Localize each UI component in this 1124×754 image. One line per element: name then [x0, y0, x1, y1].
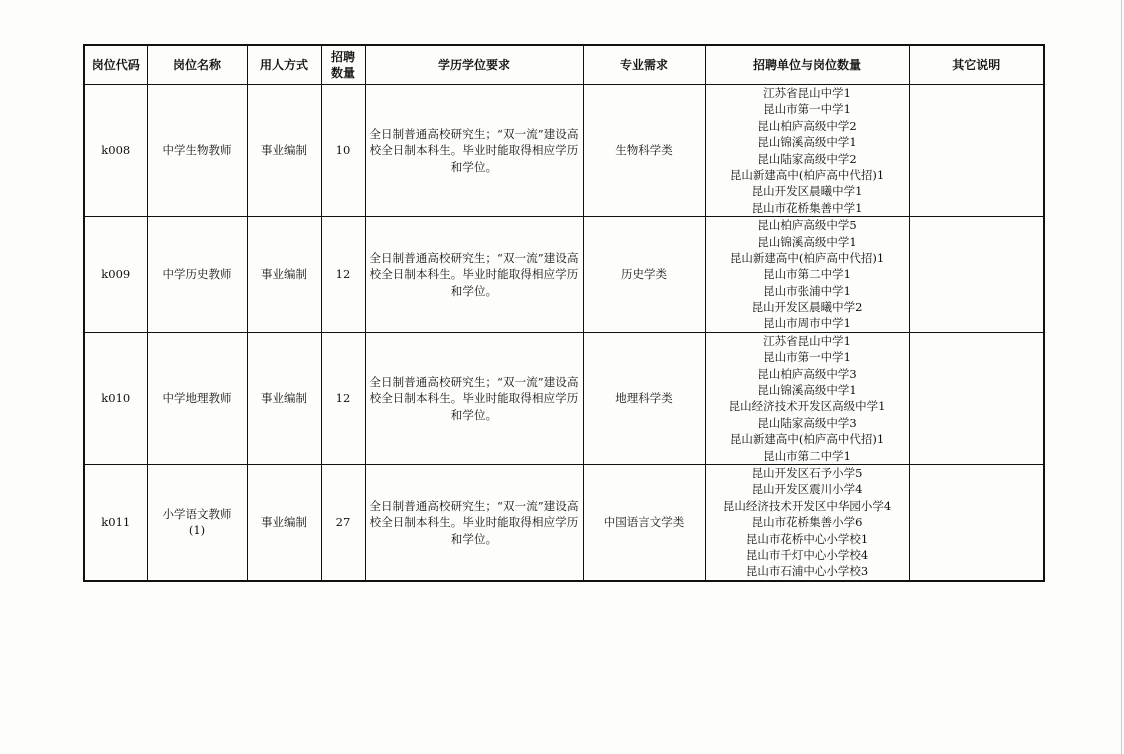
cell-major: 历史学类 — [583, 217, 705, 333]
cell-code: k008 — [84, 85, 147, 217]
cell-education: 全日制普通高校研究生；“双一流”建设高校全日制本科生。毕业时能取得相应学历和学位。 — [365, 464, 583, 580]
header-code: 岗位代码 — [84, 45, 147, 85]
unit-line: 昆山开发区晨曦中学2 — [751, 300, 863, 315]
cell-name-line2: (1) — [188, 523, 206, 538]
header-count-line1: 招聘 — [330, 50, 355, 64]
header-row — [84, 45, 1044, 85]
header-notes: 其它说明 — [909, 45, 1044, 85]
cell-name: 中学生物教师 — [147, 85, 247, 217]
unit-line: 昆山柏庐高级中学5 — [757, 218, 857, 233]
cell-name: 中学地理教师 — [147, 332, 247, 464]
cell-units — [705, 332, 909, 464]
cell-count: 27 — [321, 464, 365, 580]
cell-units — [705, 217, 909, 333]
unit-line: 昆山经济技术开发区中华园小学4 — [722, 498, 892, 513]
unit-line: 昆山开发区石予小学5 — [751, 465, 863, 480]
cell-code: k010 — [84, 332, 147, 464]
table-row — [84, 464, 1044, 580]
cell-name: 中学历史教师 — [147, 217, 247, 333]
cell-notes — [909, 85, 1044, 217]
unit-line: 昆山市千灯中心小学校4 — [745, 547, 869, 562]
header-count — [321, 45, 365, 85]
header-major: 专业需求 — [583, 45, 705, 85]
header-education: 学历学位要求 — [365, 45, 583, 85]
unit-line: 昆山市花桥中心小学校1 — [745, 531, 869, 546]
unit-line: 昆山新建高中(柏庐高中代招)1 — [729, 432, 885, 447]
header-count-line2: 数量 — [330, 66, 355, 80]
cell-code: k009 — [84, 217, 147, 333]
unit-line: 昆山柏庐高级中学2 — [757, 118, 857, 133]
cell-count: 12 — [321, 217, 365, 333]
cell-education: 全日制普通高校研究生；“双一流”建设高校全日制本科生。毕业时能取得相应学历和学位。 — [365, 85, 583, 217]
cell-name — [147, 464, 247, 580]
unit-line: 昆山市第一中学1 — [763, 102, 851, 117]
unit-line: 昆山市第二中学1 — [763, 267, 851, 282]
unit-line: 昆山市花桥集善小学6 — [751, 515, 863, 530]
cell-notes — [909, 332, 1044, 464]
cell-employment: 事业编制 — [247, 85, 321, 217]
header-units: 招聘单位与岗位数量 — [705, 45, 909, 85]
cell-employment: 事业编制 — [247, 464, 321, 580]
unit-line: 昆山柏庐高级中学3 — [757, 366, 857, 381]
unit-line: 昆山市张浦中学1 — [763, 283, 851, 298]
header-name: 岗位名称 — [147, 45, 247, 85]
cell-education: 全日制普通高校研究生；“双一流”建设高校全日制本科生。毕业时能取得相应学历和学位。 — [365, 332, 583, 464]
cell-count: 10 — [321, 85, 365, 217]
cell-notes — [909, 217, 1044, 333]
cell-major: 地理科学类 — [583, 332, 705, 464]
cell-notes — [909, 464, 1044, 580]
recruitment-table — [83, 44, 1045, 582]
unit-line: 江苏省昆山中学1 — [763, 86, 851, 100]
cell-employment: 事业编制 — [247, 217, 321, 333]
table-row — [84, 85, 1044, 217]
unit-line: 昆山新建高中(柏庐高中代招)1 — [729, 167, 885, 182]
unit-line: 昆山市周市中学1 — [763, 316, 851, 331]
unit-line: 昆山市石浦中心小学校3 — [745, 564, 869, 579]
unit-line: 昆山市第一中学1 — [763, 350, 851, 365]
table-row — [84, 217, 1044, 333]
unit-line: 江苏省昆山中学1 — [763, 333, 851, 348]
cell-code: k011 — [84, 464, 147, 580]
table-row — [84, 332, 1044, 464]
unit-line: 昆山经济技术开发区高级中学1 — [728, 399, 886, 414]
unit-line: 昆山市花桥集善中学1 — [751, 200, 863, 215]
cell-employment: 事业编制 — [247, 332, 321, 464]
cell-major: 生物科学类 — [583, 85, 705, 217]
unit-line: 昆山锦溪高级中学1 — [757, 383, 857, 398]
header-employment: 用人方式 — [247, 45, 321, 85]
cell-major: 中国语言文学类 — [583, 464, 705, 580]
unit-line: 昆山开发区晨曦中学1 — [751, 184, 863, 199]
cell-units — [705, 464, 909, 580]
cell-units — [705, 85, 909, 217]
cell-education: 全日制普通高校研究生；“双一流”建设高校全日制本科生。毕业时能取得相应学历和学位。 — [365, 217, 583, 333]
unit-line: 昆山锦溪高级中学1 — [757, 234, 857, 249]
cell-name-line1: 小学语文教师 — [162, 506, 232, 521]
unit-line: 昆山陆家高级中学2 — [757, 151, 857, 166]
unit-line: 昆山市第二中学1 — [763, 448, 851, 463]
unit-line: 昆山陆家高级中学3 — [757, 415, 857, 430]
page-edge — [1121, 0, 1122, 754]
unit-line: 昆山新建高中(柏庐高中代招)1 — [729, 250, 885, 265]
cell-count: 12 — [321, 332, 365, 464]
unit-line: 昆山锦溪高级中学1 — [757, 135, 857, 150]
unit-line: 昆山开发区震川小学4 — [751, 482, 863, 497]
